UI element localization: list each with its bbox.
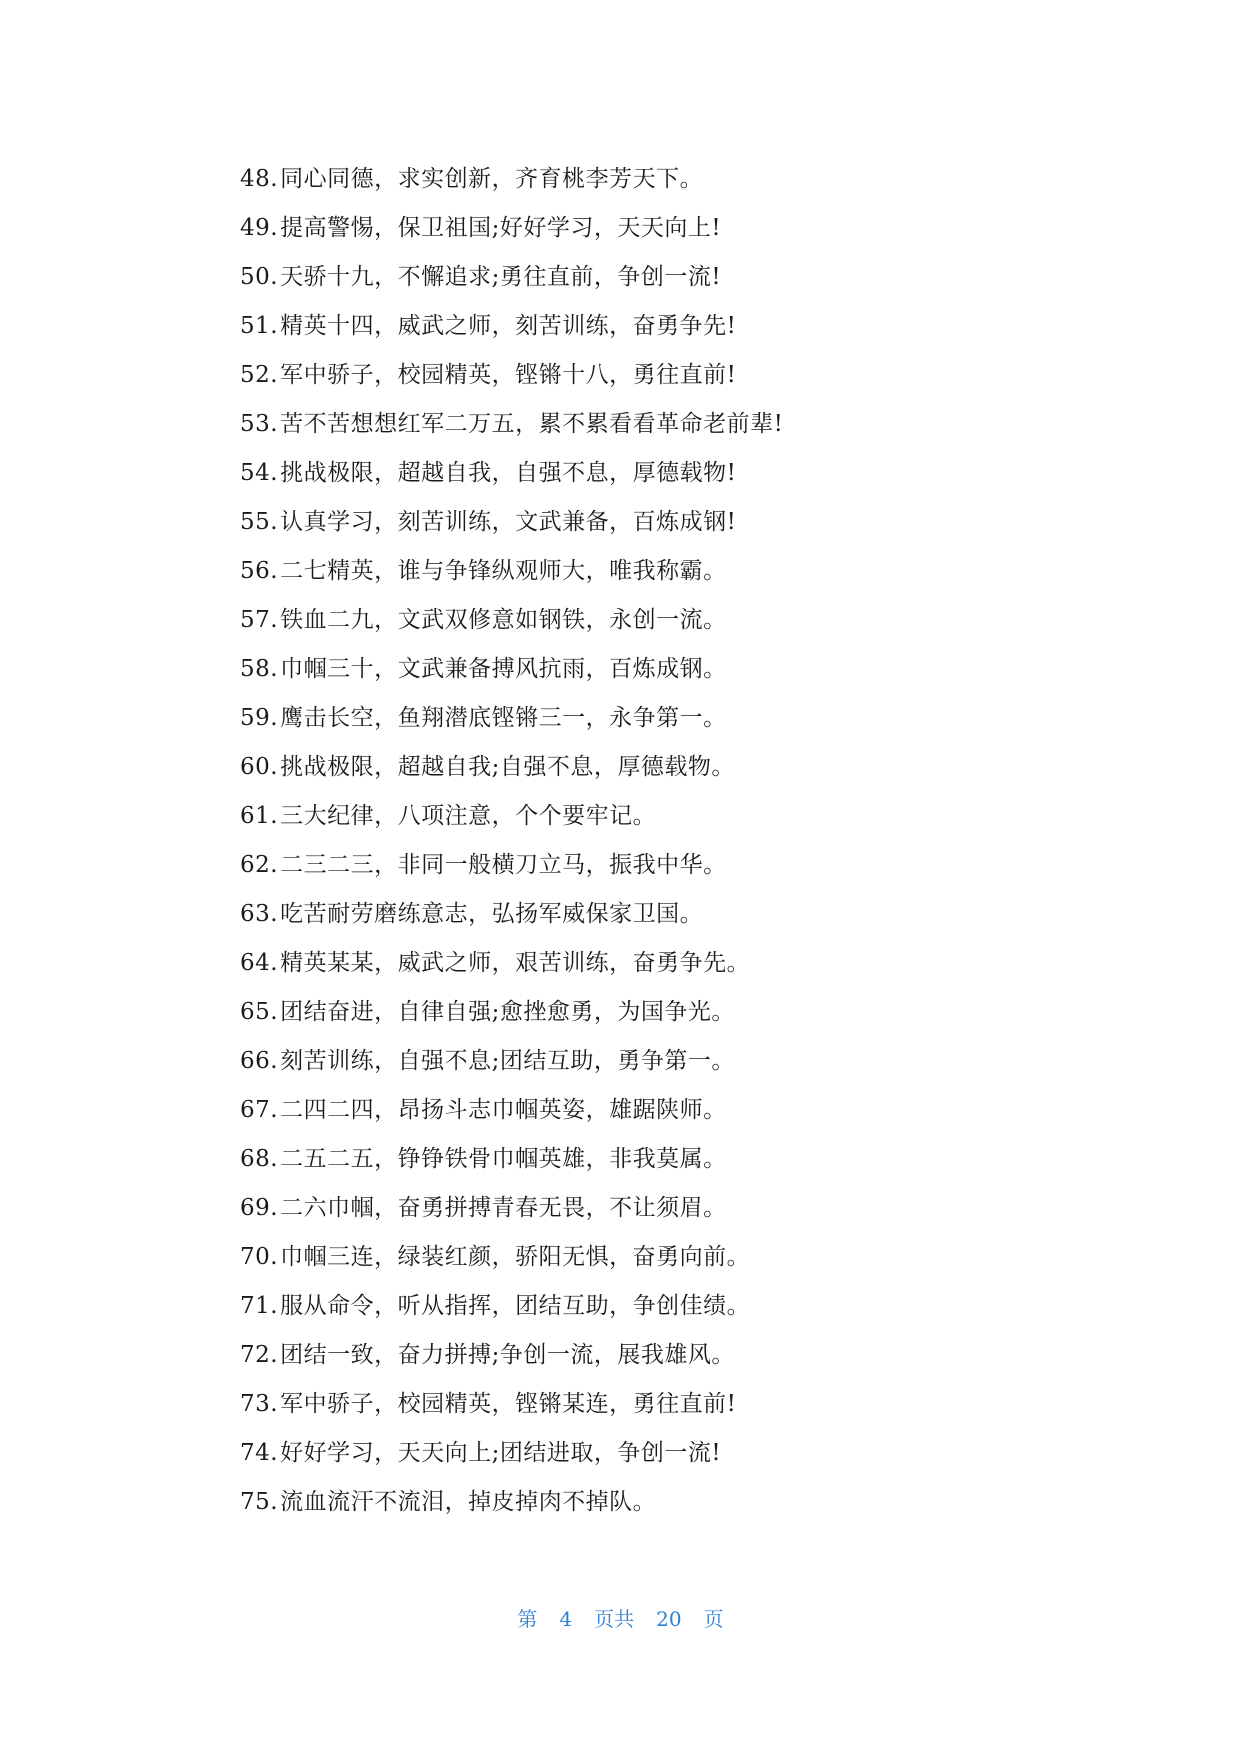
list-item (240, 253, 783, 302)
page-number: 4 (559, 1607, 573, 1631)
item-text: 二三二三，非同一般横刀立马，振我中华。 (280, 852, 727, 878)
item-number: 52. (240, 362, 279, 388)
item-text: 挑战极限，超越自我，自强不息，厚德载物! (280, 460, 737, 486)
list-item (240, 792, 783, 841)
item-text: 天骄十九，不懈追求;勇往直前，争创一流! (280, 264, 722, 290)
item-number: 62. (240, 852, 279, 878)
item-text: 军中骄子，校园精英，铿锵某连，勇往直前! (280, 1391, 737, 1417)
item-number: 50. (240, 264, 279, 290)
item-number: 53. (240, 411, 279, 437)
item-text: 认真学习，刻苦训练，文武兼备，百炼成钢! (280, 509, 737, 535)
item-text: 同心同德，求实创新，齐育桃李芳天下。 (280, 166, 704, 192)
item-text: 服从命令，听从指挥，团结互助，争创佳绩。 (280, 1293, 751, 1319)
item-text: 好好学习，天天向上;团结进取，争创一流! (280, 1440, 722, 1466)
item-text: 二七精英，谁与争锋纵观师大，唯我称霸。 (280, 558, 727, 584)
list-item (240, 988, 783, 1037)
total-pages: 20 (656, 1607, 682, 1631)
item-number: 56. (240, 558, 279, 584)
list-item (240, 400, 783, 449)
item-text: 三大纪律，八项注意，个个要牢记。 (280, 803, 657, 829)
item-number: 57. (240, 607, 279, 633)
item-number: 71. (240, 1293, 279, 1319)
list-item (240, 1086, 783, 1135)
item-number: 70. (240, 1244, 279, 1270)
item-number: 58. (240, 656, 279, 682)
list-item (240, 1331, 783, 1380)
list-item (240, 1037, 783, 1086)
list-item (240, 1184, 783, 1233)
list-item (240, 1478, 783, 1527)
item-text: 二六巾帼，奋勇拼搏青春无畏，不让须眉。 (280, 1195, 727, 1221)
item-number: 69. (240, 1195, 279, 1221)
footer-middle: 页共 (594, 1607, 635, 1631)
item-text: 巾帼三连，绿装红颜，骄阳无惧，奋勇向前。 (280, 1244, 751, 1270)
item-number: 55. (240, 509, 279, 535)
item-text: 巾帼三十，文武兼备搏风抗雨，百炼成钢。 (280, 656, 727, 682)
list-item (240, 302, 783, 351)
list-item (240, 449, 783, 498)
list-item (240, 1282, 783, 1331)
item-text: 团结奋进，自律自强;愈挫愈勇，为国争光。 (280, 999, 735, 1025)
item-number: 61. (240, 803, 279, 829)
page-footer (0, 1603, 1241, 1632)
item-number: 54. (240, 460, 279, 486)
item-number: 75. (240, 1489, 279, 1515)
item-number: 67. (240, 1097, 279, 1123)
item-text: 军中骄子，校园精英，铿锵十八，勇往直前! (280, 362, 737, 388)
item-number: 51. (240, 313, 279, 339)
item-number: 60. (240, 754, 279, 780)
list-item (240, 890, 783, 939)
list-item (240, 498, 783, 547)
item-number: 64. (240, 950, 279, 976)
footer-prefix: 第 (517, 1607, 538, 1631)
list-item (240, 596, 783, 645)
list-item (240, 694, 783, 743)
item-text: 挑战极限，超越自我;自强不息，厚德载物。 (280, 754, 735, 780)
item-text: 鹰击长空，鱼翔潜底铿锵三一，永争第一。 (280, 705, 727, 731)
item-text: 吃苦耐劳磨练意志，弘扬军威保家卫国。 (280, 901, 704, 927)
item-text: 刻苦训练，自强不息;团结互助，勇争第一。 (280, 1048, 735, 1074)
item-number: 49. (240, 215, 279, 241)
item-text: 提高警惕，保卫祖国;好好学习，天天向上! (280, 215, 722, 241)
item-number: 66. (240, 1048, 279, 1074)
list-item (240, 1429, 783, 1478)
item-text: 二四二四，昂扬斗志巾帼英姿，雄踞陕师。 (280, 1097, 727, 1123)
list-item (240, 547, 783, 596)
item-number: 65. (240, 999, 279, 1025)
item-text: 精英十四，威武之师，刻苦训练，奋勇争先! (280, 313, 737, 339)
slogan-list (240, 155, 783, 1527)
list-item (240, 155, 783, 204)
list-item (240, 1380, 783, 1429)
list-item (240, 743, 783, 792)
list-item (240, 204, 783, 253)
item-number: 73. (240, 1391, 279, 1417)
list-item (240, 841, 783, 890)
item-number: 68. (240, 1146, 279, 1172)
list-item (240, 351, 783, 400)
item-text: 苦不苦想想红军二万五，累不累看看革命老前辈! (280, 411, 784, 437)
item-text: 二五二五，铮铮铁骨巾帼英雄，非我莫属。 (280, 1146, 727, 1172)
item-number: 63. (240, 901, 279, 927)
list-item (240, 1233, 783, 1282)
item-text: 精英某某，威武之师，艰苦训练，奋勇争先。 (280, 950, 751, 976)
item-text: 流血流汗不流泪，掉皮掉肉不掉队。 (280, 1489, 657, 1515)
list-item (240, 939, 783, 988)
list-item (240, 645, 783, 694)
item-number: 74. (240, 1440, 279, 1466)
item-number: 59. (240, 705, 279, 731)
list-item (240, 1135, 783, 1184)
item-number: 48. (240, 166, 279, 192)
item-text: 团结一致，奋力拼搏;争创一流，展我雄风。 (280, 1342, 735, 1368)
footer-suffix: 页 (703, 1607, 724, 1631)
item-number: 72. (240, 1342, 279, 1368)
item-text: 铁血二九，文武双修意如钢铁，永创一流。 (280, 607, 727, 633)
